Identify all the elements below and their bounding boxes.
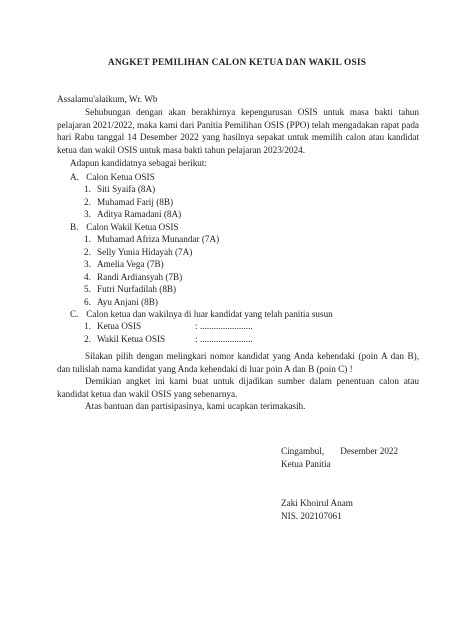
- instruction-paragraph: Silakan pilih dengan melingkari nomor kandidat yang Anda kehendaki (poin A dan B), dan tulislah nama kandidat yang Anda kehendaki di luar poin A dan B (poin C) !: [57, 351, 419, 374]
- list-item[interactable]: [84, 208, 181, 221]
- candidate-number: 1.: [84, 234, 91, 244]
- candidate-number: 4.: [84, 271, 91, 282]
- write-in-label: Wakil Ketua OSIS: [97, 333, 166, 344]
- candidate-name: Siti Syaifa (8A): [97, 184, 156, 194]
- closing-block: [57, 350, 419, 413]
- list-item[interactable]: [84, 196, 181, 209]
- section-a-letter: A.: [70, 172, 79, 182]
- candidate-name: Randi Ardiansyah (7B): [97, 271, 183, 282]
- candidate-name: Selly Yunia Hidayah (7A): [97, 246, 193, 257]
- list-item[interactable]: [84, 296, 219, 309]
- signature-role: Ketua Panitia: [281, 459, 331, 469]
- candidate-number: 6.: [84, 296, 91, 307]
- write-in-list: [84, 320, 253, 345]
- candidate-name: Muhamad Farij (8B): [97, 196, 174, 207]
- write-in-blank[interactable]: : .......................: [195, 333, 253, 344]
- section-a-title: Calon Ketua OSIS: [86, 172, 155, 182]
- section-b-title: Calon Wakil Ketua OSIS: [86, 222, 179, 232]
- write-in-label: Ketua OSIS: [97, 321, 142, 331]
- document-title: ANGKET PEMILIHAN CALON KETUA DAN WAKIL OSIS: [107, 58, 367, 68]
- ketua-candidate-list: [84, 183, 181, 221]
- thanks-paragraph: Atas bantuan dan partisipasinya, kami ucapkan terimakasih.: [85, 401, 306, 412]
- greeting: Assalamu'alaikum, Wr. Wb: [57, 94, 158, 104]
- signature-place-date: Cingambul, Desember 2022: [281, 446, 399, 456]
- section-b-letter: B.: [70, 222, 79, 232]
- wakil-candidate-list: [84, 233, 219, 309]
- signature-name: Zaki Khoirul Anam: [281, 498, 353, 508]
- candidates-intro: Adapun kandidatnya sebagai berikut:: [70, 158, 208, 168]
- candidate-name: Futri Nurfadilah (8B): [97, 284, 177, 295]
- candidate-name: Aditya Ramadani (8A): [97, 209, 182, 220]
- candidate-number: 3.: [84, 209, 91, 220]
- list-item[interactable]: [84, 283, 219, 296]
- section-b-heading: [70, 221, 179, 234]
- write-in-number: 2.: [84, 333, 91, 344]
- write-in-row-wakil[interactable]: [84, 333, 253, 346]
- write-in-row-ketua[interactable]: [84, 320, 253, 333]
- list-item[interactable]: [84, 271, 219, 284]
- purpose-paragraph: Demikian angket ini kami buat untuk dijadikan sumber dalam penentuan calon atau kandidat ketua dan wakil OSIS yang sebenarnya.: [57, 376, 419, 399]
- section-a-heading: [70, 171, 155, 184]
- list-item[interactable]: [84, 233, 219, 246]
- candidate-number: 2.: [84, 246, 91, 257]
- candidate-name: Muhamad Afriza Munandar (7A): [97, 234, 220, 244]
- section-c-heading: [70, 308, 333, 321]
- section-c-letter: C.: [70, 309, 79, 319]
- candidate-number: 1.: [84, 184, 91, 194]
- candidate-number: 2.: [84, 196, 91, 207]
- candidate-name: Ayu Anjani (8B): [97, 296, 158, 307]
- list-item[interactable]: [84, 258, 219, 271]
- write-in-blank[interactable]: : .......................: [195, 321, 253, 331]
- intro-paragraph: Sehubungan dengan akan berakhirnya kepengurusan OSIS untuk masa bakti tahun pelajaran 2021/2022, maka kami dari Panitia Pemilihan OSIS (PPO) telah mengadakan rapat pada hari Rabu tanggal 14 Desember 2022 yang hasilnya sepakat untuk memilih calon atau kandidat ketua dan wakil OSIS untuk masa bakti tahun pelajaran 2023/2024.: [57, 107, 419, 155]
- list-item[interactable]: [84, 183, 181, 196]
- section-c-title: Calon ketua dan wakilnya di luar kandidat yang telah panitia susun: [86, 309, 333, 319]
- signature-nis: NIS. 202107061: [281, 511, 342, 521]
- candidate-number: 5.: [84, 284, 91, 295]
- candidate-name: Amelia Vega (7B): [97, 259, 164, 270]
- write-in-number: 1.: [84, 321, 91, 331]
- list-item[interactable]: [84, 246, 219, 259]
- candidate-number: 3.: [84, 259, 91, 270]
